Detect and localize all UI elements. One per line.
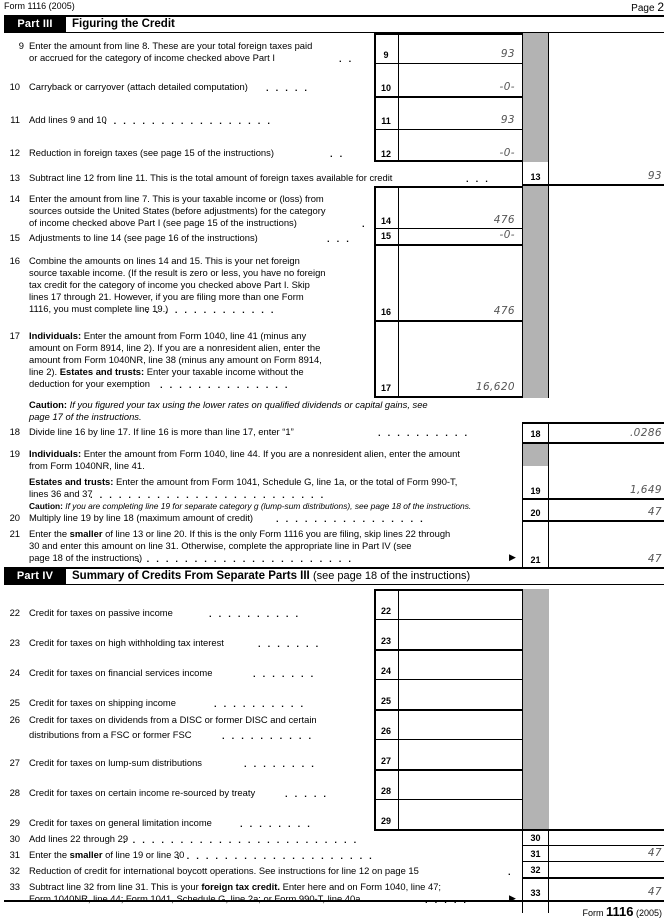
line-27-box-number: 27 (380, 756, 391, 766)
grid-rule (522, 520, 664, 522)
line-32-text-1: Reduction of credit for international boycott operations. See instructions for line 12 on page 15 (29, 865, 419, 876)
footer-form-word: Form (582, 908, 604, 918)
line-10-amount[interactable]: -0- (499, 81, 515, 93)
grid-rule (374, 129, 398, 130)
line-17-number: 17 (9, 330, 20, 341)
leader-dots: . . . . . . . . . . . . . . . . . . (104, 115, 273, 126)
line-13-amount[interactable]: 93 (647, 170, 662, 182)
line-11-box-number: 11 (381, 116, 391, 126)
line-21-box-number: 21 (530, 555, 541, 565)
line-15-box-number: 15 (380, 231, 391, 241)
line-21-strong-smaller: smaller (69, 528, 103, 539)
line-21-amount[interactable]: 47 (647, 553, 662, 565)
line-25-text-1: Credit for taxes on shipping income (29, 697, 176, 708)
line-9-box-number: 9 (383, 50, 389, 60)
line-29-number: 29 (9, 817, 20, 828)
shaded-block (523, 444, 549, 466)
leader-dots: . . . . . . . . . . . . . . (160, 379, 290, 390)
line-13-number: 13 (9, 172, 20, 183)
line-14-text-3: of income checked above Part I (see page 15 of the instructions) (29, 217, 297, 228)
part3-title: Figuring the Credit (72, 18, 175, 30)
line-18-number: 18 (9, 426, 20, 437)
grid-rule (374, 160, 523, 162)
line-9-number: 9 (18, 40, 24, 51)
line-19-caution: Caution: If you are completing line 19 for separate category g (lump-sum distributions), see page 18 of the instructions. (29, 501, 472, 511)
page-footer (582, 904, 662, 919)
line-14-text-1: Enter the amount from line 7. This is your taxable income or (loss) from (29, 193, 324, 204)
line-28-number: 28 (9, 787, 20, 798)
line-16-text-4: lines 17 through 21. However, if you are filing more than one Form (29, 291, 304, 302)
line-19-amount[interactable]: 1,649 (629, 484, 662, 496)
grid-rule (374, 186, 523, 188)
leader-dots: . . . . . . . (258, 638, 321, 649)
line-16-amount[interactable]: 476 (493, 305, 515, 317)
part4-header (4, 567, 664, 585)
grid-rule (522, 845, 664, 846)
line-18-text-1: Divide line 16 by line 17. If line 16 is more than line 17, enter “1” (29, 426, 294, 437)
part4-subtitle: (see page 18 of the instructions) (312, 570, 471, 582)
grid-rule (374, 739, 523, 740)
line-17-strong-individuals: Individuals: (29, 330, 82, 341)
leader-dots: . . . . . . . (253, 668, 316, 679)
leader-dots: . . . . . (425, 894, 469, 905)
grid-rule (374, 619, 523, 620)
line-14-number: 14 (9, 193, 20, 204)
line-32-number: 32 (9, 865, 20, 876)
line-26-text-1: Credit for taxes on dividends from a DISC or former DISC and certain (29, 714, 317, 725)
line-18-amount[interactable]: .0286 (629, 427, 662, 439)
grid-rule (374, 244, 523, 246)
line-23-number: 23 (9, 637, 20, 648)
leader-dots: . . (330, 148, 345, 159)
line-22-box-number: 22 (380, 606, 391, 616)
line-16-box-number: 16 (380, 307, 391, 317)
line-25-box-number: 25 (380, 696, 391, 706)
line-14-amount[interactable]: 476 (493, 214, 515, 226)
leader-dots: . . . . . . . . . . (378, 427, 470, 438)
line-17-text-3: amount from Form 1040NR, line 38 (minus any amount on Form 8914, (29, 354, 322, 365)
leader-dots: . . . . . . . . (244, 758, 317, 769)
line-33-strong-credit: foreign tax credit. (201, 881, 280, 892)
line-16-text-3: tax credit for the category of income you checked above Part I. Skip (29, 279, 310, 290)
line-16-text-1: Combine the amounts on lines 14 and 15. This is your net foreign (29, 255, 300, 266)
arrow-icon: ▶ (509, 552, 516, 562)
footer-year: (2005) (635, 908, 662, 918)
leader-dots: . . (339, 53, 354, 64)
grid-rule (522, 877, 664, 879)
part4-title: Summary of Credits From Separate Parts III (see page 18 of the instructions) (72, 570, 471, 582)
grid-rule (398, 186, 399, 398)
grid-rule (374, 709, 523, 711)
line-17-text-5: deduction for your exemption (29, 378, 150, 389)
leader-dots: . . . . . . . . . . . . . . . . . . . . . . . . . (123, 834, 359, 845)
line-23-text-1: Credit for taxes on high withholding tax interest (29, 637, 224, 648)
grid-rule (522, 900, 664, 902)
line-21-text-1: Enter the smaller of line 13 or line 20. If this is the only Form 1116 you are filing, skip lines 22 through (29, 528, 451, 539)
line-22-number: 22 (9, 607, 20, 618)
line-24-box-number: 24 (380, 666, 391, 676)
grid-rule (398, 129, 523, 130)
line-33-text-1: Subtract line 32 from line 31. This is your foreign tax credit. Enter here and on Form 1040, line 47; (29, 881, 442, 892)
line-19-text-2: from Form 1040NR, line 41. (29, 460, 145, 471)
leader-dots: . . . . . (266, 82, 310, 93)
line-26-box-number: 26 (380, 726, 391, 736)
shaded-block (523, 33, 549, 162)
line-17-text-1: Individuals: Enter the amount from Form 1040, line 41 (minus any (29, 330, 307, 341)
line-25-number: 25 (9, 697, 20, 708)
grid-rule (374, 589, 523, 591)
grid-rule (374, 679, 523, 680)
line-20-number: 20 (9, 512, 20, 523)
line-20-box-number: 20 (530, 508, 541, 518)
leader-dots: . . . . . . . . . . . . . . . . . . . . . (177, 850, 374, 861)
leader-dots: . . . . . . . . . . . . . . . . (276, 513, 425, 524)
line-19-box-number: 19 (530, 486, 541, 496)
line-33-text-2: Form 1040NR, line 44; Form 1041, Schedule G, line 2a; or Form 990-T, line 40a (29, 893, 361, 904)
form-id-label: Form 1116 (2005) (4, 1, 75, 11)
line-19-text-4: lines 36 and 37 (29, 488, 93, 499)
line-17-caution-2: page 17 of the instructions. (29, 411, 142, 422)
line-9-text-1: Enter the amount from line 8. These are your total foreign taxes paid (29, 40, 313, 51)
leader-dots: . (362, 218, 367, 229)
leader-dots: . . . . . (285, 788, 329, 799)
part4-tag: Part IV (4, 569, 66, 584)
grid-rule (374, 33, 523, 35)
line-10-box-number: 10 (380, 83, 391, 93)
line-19-text-1: Individuals: Enter the amount from Form 1040, line 44. If you are a nonresident alien, enter the amount (29, 448, 460, 459)
line-19-strong-estates: Estates and trusts: (29, 476, 114, 487)
line-11-text-1: Add lines 9 and 10 (29, 114, 107, 125)
line-28-box-number: 28 (380, 786, 391, 796)
leader-dots: . . . (327, 233, 352, 244)
grid-rule (522, 498, 664, 500)
arrow-icon: ▶ (509, 893, 516, 903)
line-29-text-1: Credit for taxes on general limitation income (29, 817, 212, 828)
grid-rule (374, 63, 398, 64)
shaded-block (523, 589, 549, 831)
line-23-box-number: 23 (380, 636, 391, 646)
grid-rule (548, 186, 550, 398)
line-28-text-1: Credit for taxes on certain income re-sourced by treaty (29, 787, 256, 798)
leader-dots: . . . . . . . . . . (222, 730, 314, 741)
leader-dots: . . . . . . . . (240, 818, 313, 829)
line-17-text-2: amount on Form 8914, line 2). If you are a nonresident alien, enter the (29, 342, 321, 353)
leader-dots: . . . . . . . . . . . . . . . . . . . . . . . . . (90, 489, 326, 500)
grid-rule (522, 829, 664, 831)
shaded-block (523, 186, 549, 398)
page-number-label: Page 2 (631, 0, 664, 14)
leader-dots: . . . . . . . . . . . . . . . . . . . . . . . (137, 553, 354, 564)
grid-rule (374, 320, 523, 322)
line-16-text-5: 1116, you must complete line 19.) (29, 303, 169, 314)
line-19-text-3: Estates and trusts: Enter the amount from Form 1041, Schedule G, line 1a, or the total of Form 990-T, (29, 476, 458, 487)
line-20-amount[interactable]: 47 (647, 506, 662, 518)
grid-rule (522, 422, 664, 424)
line-22-text-1: Credit for taxes on passive income (29, 607, 173, 618)
leader-dots: . (508, 866, 513, 877)
line-31-strong-smaller: smaller (69, 849, 103, 860)
line-21-number: 21 (9, 528, 20, 539)
grid-rule (374, 769, 523, 771)
line-24-text-1: Credit for taxes on financial services income (29, 667, 213, 678)
line-33-amount[interactable]: 47 (647, 886, 662, 898)
line-17-strong-estates: Estates and trusts: (59, 366, 145, 377)
line-26-text-2: distributions from a FSC or former FSC (29, 729, 192, 740)
line-12-amount[interactable]: -0- (499, 147, 515, 159)
line-16-number: 16 (9, 255, 20, 266)
line-12-number: 12 (9, 147, 20, 158)
line-14-text-2: sources outside the United States (before adjustments) for the category (29, 205, 326, 216)
grid-rule (374, 829, 523, 831)
line-19-number: 19 (9, 448, 20, 459)
grid-rule (374, 799, 523, 800)
leader-dots: . . . . . . . . . . (214, 698, 306, 709)
page-header (4, 1, 664, 15)
line-17-caution-1: Caution: If you figured your tax using the lower rates on qualified dividends or capital gains, see (29, 399, 428, 410)
line-13-text-1: Subtract line 12 from line 11. This is the total amount of foreign taxes available for credit (29, 172, 393, 183)
grid-rule (374, 96, 523, 98)
line-17-box-number: 17 (380, 383, 391, 393)
line-10-text-1: Carryback or carryover (attach detailed computation) (29, 81, 248, 92)
line-33-number: 33 (9, 881, 20, 892)
line-27-text-1: Credit for taxes on lump-sum distributions (29, 757, 202, 768)
line-14-box-number: 14 (380, 216, 391, 226)
line-16-text-2: source taxable income. (If the result is zero or less, you have no foreign (29, 267, 326, 278)
line-12-text-1: Reduction in foreign taxes (see page 15 of the instructions) (29, 147, 274, 158)
line-21-text-2: 30 and enter this amount on line 31. Otherwise, complete the appropriate line in Part IV (see (29, 540, 412, 551)
footer-form-number: 1116 (605, 904, 634, 919)
line-26-number: 26 (9, 714, 20, 725)
line-9-amount[interactable]: 93 (500, 48, 515, 60)
line-10-number: 10 (9, 81, 20, 92)
line-15-amount[interactable]: -0- (499, 229, 515, 241)
line-27-number: 27 (9, 757, 20, 768)
line-18-box-number: 18 (530, 429, 541, 439)
grid-rule (548, 33, 550, 162)
grid-rule (374, 396, 523, 398)
part3-header (4, 15, 664, 33)
line-33-box-number: 33 (530, 888, 541, 898)
line-31-box-number: 31 (530, 849, 541, 859)
line-24-number: 24 (9, 667, 20, 678)
leader-dots: . . . . . . . . . . . . . . (146, 304, 276, 315)
line-30-number: 30 (9, 833, 20, 844)
line-13-box-number: 13 (530, 172, 541, 182)
line-9-text-2: or accrued for the category of income checked above Part I (29, 52, 275, 63)
grid-rule (398, 63, 523, 64)
line-31-text-1: Enter the smaller of line 19 or line 30 (29, 849, 185, 860)
line-21-text-3: page 18 of the instructions) (29, 552, 143, 563)
line-17-text-4: line 2). Estates and trusts: Enter your taxable income without the (29, 366, 304, 377)
line-17-amount[interactable]: 16,620 (475, 381, 515, 393)
line-11-number: 11 (10, 114, 20, 125)
grid-rule (522, 861, 664, 862)
line-32-box-number: 32 (530, 865, 541, 875)
part3-tag: Part III (4, 17, 66, 32)
line-30-box-number: 30 (530, 833, 541, 843)
grid-rule (374, 649, 523, 651)
leader-dots: . . . . . . . . . . (209, 608, 301, 619)
line-11-amount[interactable]: 93 (500, 114, 515, 126)
line-15-text-1: Adjustments to line 14 (see page 16 of the instructions) (29, 232, 258, 243)
line-30-text-1: Add lines 22 through 29 (29, 833, 129, 844)
leader-dots: . . . (466, 173, 491, 184)
line-20-text-1: Multiply line 19 by line 18 (maximum amount of credit) (29, 512, 254, 523)
line-19-strong-individuals: Individuals: (29, 448, 82, 459)
line-15-number: 15 (9, 232, 20, 243)
line-31-amount[interactable]: 47 (647, 847, 662, 859)
line-29-box-number: 29 (380, 816, 391, 826)
grid-rule (522, 186, 524, 398)
line-12-box-number: 12 (380, 149, 391, 159)
line-31-number: 31 (9, 849, 20, 860)
